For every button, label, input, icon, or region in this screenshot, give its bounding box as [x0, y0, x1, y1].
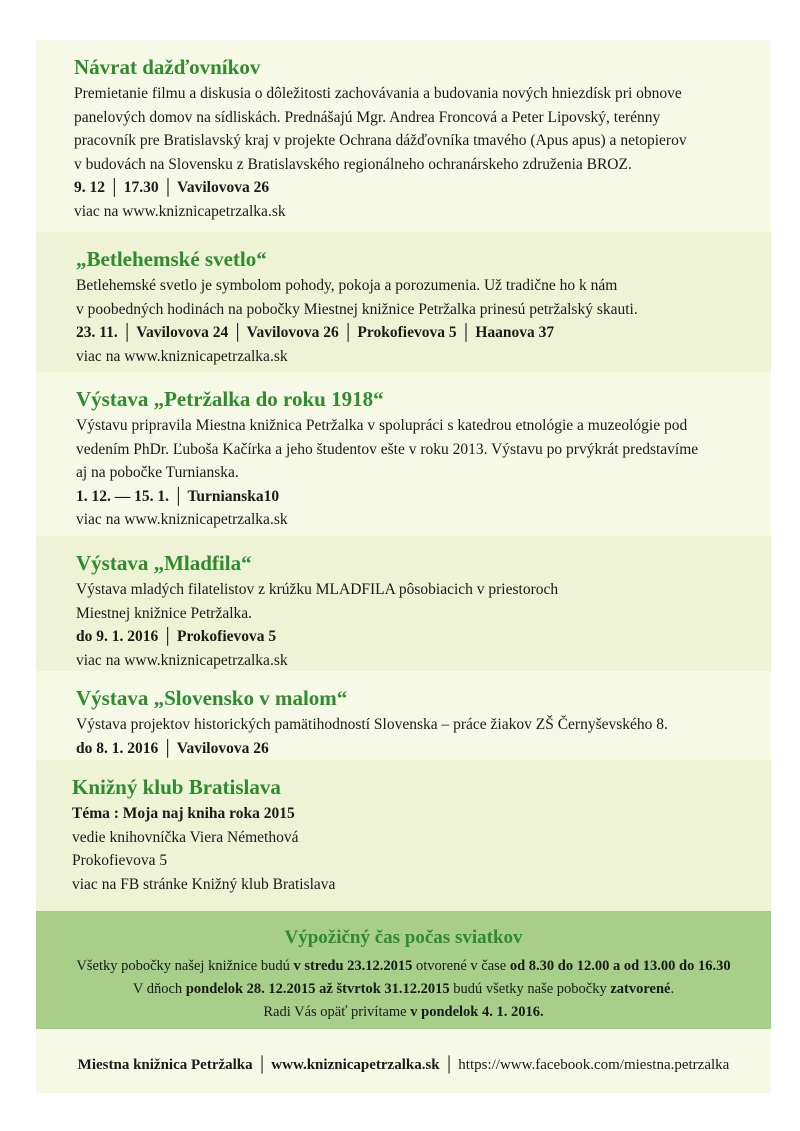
event-description-line: Miestnej knižnice Petržalka. [76, 604, 253, 622]
event-description-line: pracovník pre Bratislavský kraj v projekte Ochrana dážďovníka tmavého (Apus apus) a netopierov [74, 132, 687, 149]
event-body [76, 578, 751, 672]
holiday-date: v pondelok 4. 1. 2016. [410, 1004, 544, 1020]
event-description-line: panelových domov na sídliskách. Prednášajú Mgr. Andrea Froncová a Peter Lipovský, terénny [74, 108, 661, 126]
book-club-section [36, 760, 771, 911]
event-title: „Betlehemské svetlo“ [76, 247, 267, 271]
event-description-line: Premietanie filmu a diskusia o dôležitosti zachovávania a budovania nových hniezdísk pri obnove [74, 85, 682, 102]
event-title: Návrat dažďovníkov [74, 55, 261, 79]
event-description-line: Výstava projektov historických pamätihodností Slovenska – práce žiakov ZŠ Černyševského 8. [76, 716, 668, 733]
event-navrat-dazdovnikov [36, 40, 771, 232]
event-more-link[interactable]: viac na www.kniznicapetrzalka.sk [76, 511, 288, 528]
event-date-location: do 9. 1. 2016 │ Prokofievova 5 [76, 628, 277, 645]
event-body [76, 414, 751, 532]
event-body [76, 274, 751, 368]
holiday-text: Všetky pobočky našej knižnice budú [76, 958, 294, 974]
holiday-closed: zatvorené [610, 981, 671, 997]
footer-facebook-link[interactable]: https://www.facebook.com/miestna.petrzalka [458, 1057, 730, 1073]
holiday-hours-section [36, 911, 771, 1029]
book-club-line: Prokofievova 5 [72, 852, 168, 869]
event-body [74, 82, 751, 223]
footer-separator: │ [256, 1057, 268, 1073]
event-description-line: v poobedných hodinách na pobočky Miestnej knižnice Petržalka prinesú petržalský skauti. [76, 300, 638, 318]
event-description-line: vedením PhDr. Ľuboša Kačírka a jeho študentov ešte v roku 2013. Výstavu po prvýkrát predstavíme [76, 440, 699, 458]
event-more-link[interactable]: viac na www.kniznicapetrzalka.sk [76, 347, 288, 365]
event-title: Výstava „Petržalka do roku 1918“ [76, 387, 384, 411]
holiday-text: V dňoch [132, 981, 186, 997]
holiday-hours-body [36, 955, 771, 1024]
book-club-line: vedie knihovníčka Viera Némethová [72, 828, 299, 846]
footer-website-link[interactable]: www.kniznicapetrzalka.sk [271, 1057, 440, 1073]
program-page [36, 40, 771, 1093]
event-slovensko-v-malom [36, 671, 771, 760]
holiday-line-3 [36, 1001, 771, 1024]
book-club-theme: Téma : Moja naj kniha roka 2015 [72, 805, 295, 822]
event-date-location: 23. 11. │ Vavilovova 24 │ Vavilovova 26 │ Prokofievova 5 │ Haanova 37 [76, 324, 555, 341]
holiday-text: otvorené v čase [412, 958, 510, 974]
event-betlehemske-svetlo [36, 232, 771, 372]
event-petrzalka-do-roku-1918 [36, 372, 771, 536]
holiday-text: Radi Vás opäť privítame [263, 1004, 411, 1020]
event-description-line: Výstava mladých filatelistov z krúžku MLADFILA pôsobiacich v priestoroch [76, 581, 559, 598]
holiday-date: pondelok 28. 12.2015 až štvrtok 31.12.2015 [185, 981, 450, 997]
event-title: Výstava „Slovensko v malom“ [76, 686, 348, 710]
event-more-link[interactable]: viac na www.kniznicapetrzalka.sk [74, 202, 286, 220]
event-description-line: Betlehemské svetlo je symbolom pohody, pokoja a porozumenia. Už tradične ho k nám [76, 277, 618, 294]
event-body [76, 713, 751, 760]
holiday-text: budú všetky naše pobočky [449, 981, 611, 997]
footer [36, 1029, 771, 1093]
book-club-body [72, 802, 751, 896]
book-club-title: Knižný klub Bratislava [72, 775, 281, 799]
event-date-location: do 8. 1. 2016 │ Vavilovova 26 [76, 739, 269, 757]
holiday-line-2 [36, 978, 771, 1001]
holiday-hours: od 8.30 do 12.00 a od 13.00 do 16.30 [509, 958, 731, 974]
holiday-line-1 [36, 955, 771, 978]
holiday-hours-title: Výpožičný čas počas sviatkov [284, 927, 523, 948]
event-description-line: aj na pobočke Turnianska. [76, 464, 239, 481]
footer-library-name: Miestna knižnica Petržalka [77, 1057, 253, 1073]
event-description-line: v budovách na Slovensku z Bratislavského regionálneho ochranárskeho združenia BROZ. [74, 155, 632, 173]
book-club-line: viac na FB stránke Knižný klub Bratislava [72, 875, 336, 893]
event-mladfila [36, 536, 771, 671]
event-more-link[interactable]: viac na www.kniznicapetrzalka.sk [76, 651, 288, 669]
holiday-text: . [670, 981, 675, 997]
event-date-location: 9. 12 │ 17.30 │ Vavilovova 26 [74, 179, 270, 196]
footer-separator: │ [443, 1057, 455, 1073]
event-description-line: Výstavu pripravila Miestna knižnica Petržalka v spolupráci s katedrou etnológie a muzeológie pod [76, 417, 688, 434]
event-title: Výstava „Mladfila“ [76, 551, 252, 575]
holiday-date: v stredu 23.12.2015 [293, 958, 413, 974]
event-date-location: 1. 12. — 15. 1. │ Turnianska10 [76, 487, 280, 505]
